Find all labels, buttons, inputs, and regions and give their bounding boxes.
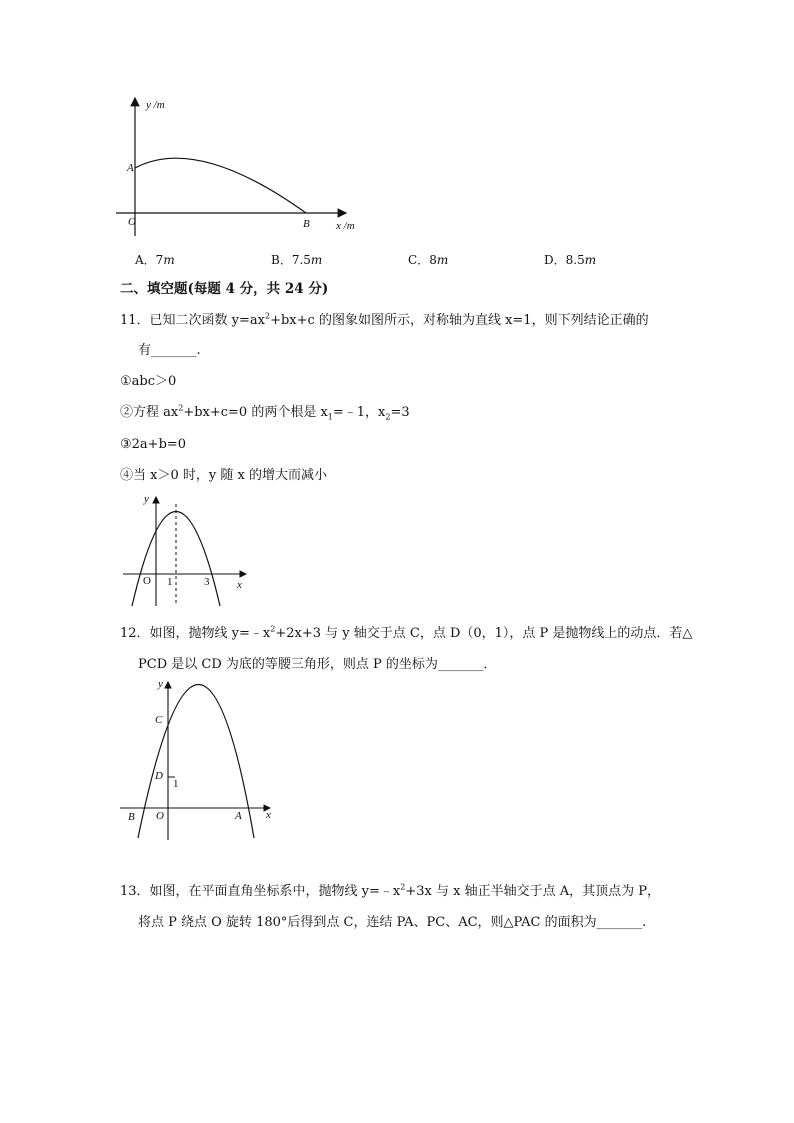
choice-d[interactable]: [544, 251, 596, 268]
choice-value: 7.5: [291, 253, 311, 267]
figure-trajectory: [110, 90, 370, 240]
q11-line1: [120, 312, 649, 330]
superscript: 2: [265, 311, 271, 321]
q13-line1: [120, 883, 660, 901]
point-b-label: B: [303, 218, 310, 230]
choice-value: 7: [155, 253, 164, 267]
point-a-label: A: [235, 810, 242, 822]
q11-text: =3: [390, 405, 410, 420]
q11-option-1: ①abc＞0: [120, 374, 177, 389]
trajectory-curve: [135, 158, 306, 213]
choice-a[interactable]: [135, 251, 175, 268]
point-b-label: B: [128, 811, 135, 823]
point-c-label: C: [155, 714, 163, 726]
choice-unit: m: [163, 253, 175, 267]
tick-3-label: 3: [204, 576, 210, 588]
choice-b[interactable]: [271, 251, 322, 268]
subscript: 2: [385, 412, 391, 422]
q12-text: +2x+3 与 y 轴交于点 C，点 D（0，1），点 P 是抛物线上的动点．若△: [275, 626, 693, 641]
q11-option-4: ④当 x＞0 时，y 随 x 的增大而减小: [120, 468, 327, 483]
origin-label: O: [143, 575, 151, 587]
superscript: 2: [400, 882, 406, 892]
q13-text: +3x 与 x 轴正半轴交于点 A，其顶点为 P，: [405, 884, 660, 899]
choice-c[interactable]: [408, 251, 448, 268]
tick-1-label: 1: [167, 576, 173, 588]
q11-text: 11．已知二次函数 y=ax: [120, 313, 265, 328]
q11-text: +bx+c=0 的两个根是 x: [183, 405, 328, 420]
origin-label: O: [128, 216, 136, 228]
choice-value: 8.5: [565, 253, 585, 267]
q11-option-2: [120, 404, 410, 422]
x-label: x: [266, 809, 271, 821]
x-label: x: [237, 579, 242, 591]
y-axis-label: y /m: [146, 99, 165, 111]
choice-letter: A．: [135, 253, 156, 267]
x-axis-label: x /m: [336, 220, 355, 232]
section-title: 二、填空题(每题 4 分，共 24 分): [120, 281, 329, 297]
choice-unit: m: [310, 253, 323, 267]
choice-unit: m: [584, 253, 597, 267]
choice-unit: m: [436, 253, 449, 267]
q11-text: +bx+c 的图象如图所示，对称轴为直线 x=1，则下列结论正确的: [270, 313, 649, 328]
q11-line2: 有_______.: [138, 343, 201, 358]
choice-letter: D．: [544, 253, 566, 267]
y-label: y: [144, 493, 149, 505]
q13-line2: 将点 P 绕点 O 旋转 180°后得到点 C，连结 PA、PC、AC，则△PAC 的面积为_______.: [138, 915, 647, 930]
y-label: y: [158, 678, 163, 690]
subscript: 1: [327, 412, 333, 422]
point-d-label: D: [155, 770, 163, 782]
q13-text: 13．如图，在平面直角坐标系中，抛物线 y=﹣x: [120, 884, 401, 899]
q11-text: ②方程 ax: [120, 405, 179, 420]
choice-letter: B．: [271, 253, 292, 267]
choice-value: 8: [429, 253, 437, 267]
q12-line1: [120, 625, 692, 643]
point-a-label: A: [127, 162, 134, 174]
tick-1-label: 1: [173, 778, 179, 790]
q12-text: 12．如图，抛物线 y=﹣x: [120, 626, 271, 641]
origin-label: O: [156, 810, 164, 822]
choice-letter: C．: [408, 253, 430, 267]
q12-parabola-figure: [118, 676, 278, 841]
superscript: 2: [270, 624, 276, 634]
q11-option-3: ③2a+b=0: [120, 437, 187, 452]
q12-line2: PCD 是以 CD 为底的等腰三角形，则点 P 的坐标为_______．: [138, 657, 497, 672]
q11-parabola-figure: [120, 492, 250, 608]
q11-text: =﹣1，x: [332, 405, 386, 420]
superscript: 2: [178, 403, 184, 413]
